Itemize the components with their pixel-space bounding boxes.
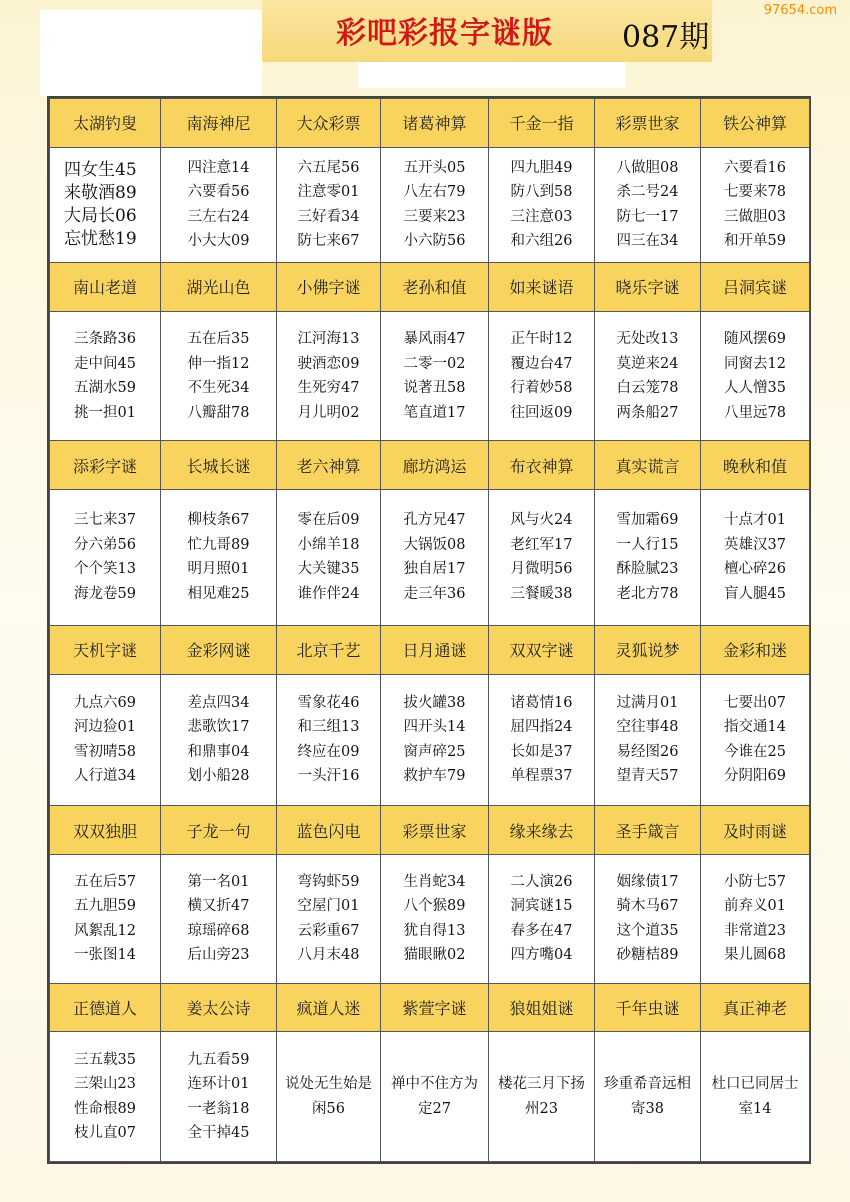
column-header: 天机字谜 [50, 625, 161, 674]
prediction-line: 四注意14 [187, 159, 250, 176]
prediction-line: 这个道35 [616, 922, 679, 939]
prediction-line: 三架山23 [74, 1076, 136, 1093]
prediction-line: 来敬酒89 [64, 182, 137, 203]
column-header: 添彩字谜 [50, 441, 161, 490]
prediction-cell [489, 854, 595, 983]
prediction-line: 河边猃01 [74, 719, 136, 736]
prediction-cell [381, 854, 489, 983]
prediction-cell [161, 674, 277, 806]
prediction-line: 三好看34 [297, 208, 360, 225]
prediction-line: 前弃义01 [724, 898, 786, 915]
prediction-line: 楼花三月下扬州23 [498, 1076, 585, 1117]
prediction-line: 和六组26 [510, 233, 573, 250]
column-header: 千金一指 [489, 99, 595, 148]
prediction-line: 八月末48 [297, 947, 360, 964]
prediction-line: 无处改13 [616, 331, 679, 348]
prediction-line: 后山旁23 [187, 947, 250, 964]
prediction-line: 六五尾56 [297, 159, 360, 176]
prediction-cell [595, 490, 701, 626]
prediction-cell [50, 311, 161, 441]
prediction-cell [381, 674, 489, 806]
column-header: 千年虫谜 [595, 983, 701, 1032]
prediction-line: 五湖水59 [74, 380, 136, 397]
prediction-line: 同窗去12 [724, 355, 786, 372]
prediction-line: 一老翁18 [187, 1100, 250, 1117]
prediction-line: 八做胆08 [616, 159, 679, 176]
prediction-cell [595, 1032, 701, 1162]
column-header: 灵狐说梦 [595, 625, 701, 674]
prediction-line: 云彩重67 [297, 922, 360, 939]
prediction-line: 四方嘴04 [510, 947, 573, 964]
prediction-line: 往回返09 [510, 404, 573, 421]
prediction-line: 防七一17 [616, 208, 679, 225]
prediction-line: 忙九哥89 [187, 536, 250, 553]
column-header: 太湖钓叟 [50, 99, 161, 148]
prediction-line: 杜口已同居士室14 [711, 1076, 799, 1117]
prediction-line: 老北方78 [616, 585, 679, 602]
prediction-line: 易经图26 [616, 743, 679, 760]
prediction-line: 五在后35 [187, 331, 250, 348]
column-header: 湖光山色 [161, 263, 277, 312]
prediction-line: 忘忧愁19 [64, 228, 137, 249]
prediction-line: 海龙卷59 [74, 585, 136, 602]
prediction-line: 空屋门01 [297, 898, 360, 915]
column-header: 老六神算 [277, 441, 381, 490]
prediction-line: 诸葛情16 [510, 694, 573, 711]
prediction-line: 三五载35 [74, 1051, 136, 1068]
prediction-line: 柳枝条67 [187, 512, 250, 529]
prediction-line: 三餐暖38 [510, 585, 573, 602]
prediction-line: 人行道34 [74, 768, 136, 785]
prediction-line: 姻缘债17 [616, 873, 679, 890]
column-header: 彩票世家 [595, 99, 701, 148]
prediction-cell [277, 854, 381, 983]
prediction-line: 伸一指12 [187, 355, 250, 372]
prediction-line: 犹自得13 [403, 922, 466, 939]
prediction-line: 不生死34 [187, 380, 250, 397]
column-header: 南海神尼 [161, 99, 277, 148]
prediction-line: 防七来67 [297, 233, 360, 250]
prediction-line: 终应在09 [297, 743, 360, 760]
column-header: 日月通谜 [381, 625, 489, 674]
prediction-line: 四开头14 [403, 719, 466, 736]
prediction-line: 五九胆59 [74, 898, 136, 915]
prediction-cell [489, 311, 595, 441]
prediction-line: 零在后09 [297, 512, 360, 529]
prediction-line: 一张图14 [74, 947, 136, 964]
prediction-line: 分阴阳69 [724, 768, 786, 785]
prediction-cell [50, 1032, 161, 1162]
prediction-line: 四女生45 [64, 159, 137, 180]
prediction-cell [381, 1032, 489, 1162]
column-header: 布衣神算 [489, 441, 595, 490]
prediction-cell [277, 490, 381, 626]
prediction-line: 空往事48 [616, 719, 679, 736]
prediction-line: 第一名01 [187, 873, 250, 890]
prediction-line: 四九胆49 [510, 159, 573, 176]
prediction-cell [277, 311, 381, 441]
prediction-line: 五开头05 [403, 159, 466, 176]
prediction-line: 英雄汉37 [724, 536, 786, 553]
prediction-cell [50, 674, 161, 806]
prediction-cell [595, 854, 701, 983]
prediction-cell [381, 311, 489, 441]
prediction-line: 指交通14 [724, 719, 786, 736]
prediction-cell [277, 147, 381, 263]
prediction-line: 雪象花46 [297, 694, 360, 711]
prediction-line: 一头汗16 [297, 768, 360, 785]
prediction-line: 正午时12 [510, 331, 573, 348]
prediction-cell [595, 674, 701, 806]
prediction-line: 分六弟56 [74, 536, 136, 553]
prediction-line: 雪初晴58 [74, 743, 136, 760]
prediction-line: 横又折47 [187, 898, 250, 915]
prediction-line: 十点才01 [724, 512, 786, 529]
prediction-line: 春多在47 [510, 922, 573, 939]
prediction-row [50, 1032, 810, 1162]
prediction-cell [277, 1032, 381, 1162]
column-header: 紫萱字谜 [381, 983, 489, 1032]
column-header: 廊坊鸿运 [381, 441, 489, 490]
prediction-line: 谁作伴24 [297, 585, 360, 602]
prediction-line: 随风摆69 [724, 331, 786, 348]
prediction-line: 和鼎事04 [187, 743, 250, 760]
column-header: 彩票世家 [381, 806, 489, 855]
prediction-line: 三注意03 [510, 208, 573, 225]
prediction-cell [489, 674, 595, 806]
prediction-line: 单程票37 [510, 768, 573, 785]
prediction-line: 说处无生始是闲56 [285, 1076, 372, 1117]
prediction-cell [701, 674, 810, 806]
column-header: 真正神老 [701, 983, 810, 1032]
prediction-line: 六要看56 [187, 184, 250, 201]
prediction-line: 小绵羊18 [297, 536, 360, 553]
prediction-cell [701, 1032, 810, 1162]
prediction-line: 莫逆来24 [616, 355, 679, 372]
column-header: 金彩和迷 [701, 625, 810, 674]
prediction-line: 骑木马67 [616, 898, 679, 915]
column-header: 南山老道 [50, 263, 161, 312]
prediction-line: 风絮乱12 [74, 922, 136, 939]
column-header: 双双字谜 [489, 625, 595, 674]
prediction-cell [161, 1032, 277, 1162]
prediction-cell [701, 854, 810, 983]
prediction-line: 长如是37 [510, 743, 573, 760]
prediction-line: 禅中不住方为定27 [391, 1076, 478, 1117]
prediction-line: 生肖蛇34 [403, 873, 466, 890]
issue-number: 087期 [622, 20, 710, 55]
header-row [50, 983, 810, 1032]
prediction-line: 暴风雨47 [403, 331, 466, 348]
prediction-line: 三条路36 [74, 331, 136, 348]
prediction-row [50, 674, 810, 806]
prediction-line: 三七来37 [74, 512, 136, 529]
prediction-line: 大关键35 [297, 561, 360, 578]
prediction-line: 江河海13 [297, 331, 360, 348]
header-row [50, 806, 810, 855]
page-title: 彩吧彩报字谜版 [336, 16, 553, 51]
prediction-line: 孔方兄47 [403, 512, 466, 529]
prediction-cell [161, 490, 277, 626]
prediction-line: 三左右24 [187, 208, 250, 225]
column-header: 狼姐姐谜 [489, 983, 595, 1032]
prediction-line: 差点四34 [187, 694, 250, 711]
column-header: 北京千艺 [277, 625, 381, 674]
column-header: 双双独胆 [50, 806, 161, 855]
prediction-line: 小防七57 [724, 873, 786, 890]
site-watermark: 97654.com [763, 3, 837, 18]
prediction-line: 说著丑58 [403, 380, 466, 397]
header-row [50, 625, 810, 674]
header-row [50, 441, 810, 490]
prediction-line: 挑一担01 [74, 404, 136, 421]
column-header: 缘来缘去 [489, 806, 595, 855]
header-row [50, 263, 810, 312]
prediction-cell [161, 311, 277, 441]
prediction-cell [50, 147, 161, 263]
prediction-line: 洞宾谜15 [510, 898, 573, 915]
prediction-cell [489, 147, 595, 263]
prediction-cell [161, 854, 277, 983]
prediction-line: 划小船28 [187, 768, 250, 785]
column-header: 子龙一句 [161, 806, 277, 855]
prediction-line: 四三在34 [616, 233, 679, 250]
prediction-line: 救护车79 [403, 768, 466, 785]
prediction-line: 琼瑶碎68 [187, 922, 250, 939]
prediction-line: 走中间45 [74, 355, 136, 372]
prediction-line: 风与火24 [510, 512, 573, 529]
column-header: 蓝色闪电 [277, 806, 381, 855]
prediction-line: 屈四指24 [510, 719, 573, 736]
prediction-line: 月微明56 [510, 561, 573, 578]
column-header: 正德道人 [50, 983, 161, 1032]
prediction-line: 九点六69 [74, 694, 136, 711]
prediction-line: 望青天57 [616, 768, 679, 785]
prediction-line: 七要出07 [724, 694, 786, 711]
column-header: 长城长谜 [161, 441, 277, 490]
prediction-cell [701, 147, 810, 263]
prediction-line: 猫眼瞅02 [403, 947, 466, 964]
prediction-cell [701, 311, 810, 441]
column-header: 疯道人迷 [277, 983, 381, 1032]
prediction-line: 人人憎35 [724, 380, 786, 397]
prediction-line: 三做胆03 [724, 208, 786, 225]
prediction-cell [277, 674, 381, 806]
column-header: 晚秋和值 [701, 441, 810, 490]
prediction-cell [381, 490, 489, 626]
prediction-line: 生死穷47 [297, 380, 360, 397]
prediction-line: 走三年36 [403, 585, 466, 602]
prediction-line: 八里远78 [724, 404, 786, 421]
prediction-line: 檀心碎26 [724, 561, 786, 578]
prediction-line: 八左右79 [403, 184, 466, 201]
column-header: 吕洞宾谜 [701, 263, 810, 312]
blank-area [40, 10, 262, 96]
prediction-line: 五在后57 [74, 873, 136, 890]
prediction-line: 驶酒恋09 [297, 355, 360, 372]
column-header: 晓乐字谜 [595, 263, 701, 312]
riddle-grid [47, 96, 811, 1164]
prediction-line: 窗声碎25 [403, 743, 466, 760]
prediction-cell [489, 490, 595, 626]
prediction-cell [50, 490, 161, 626]
prediction-row [50, 311, 810, 441]
prediction-line: 注意零01 [297, 184, 360, 201]
prediction-line: 大锅饭08 [403, 536, 466, 553]
prediction-line: 明月照01 [187, 561, 250, 578]
prediction-line: 独自居17 [403, 561, 466, 578]
prediction-line: 砂糖桔89 [616, 947, 679, 964]
column-header: 及时雨谜 [701, 806, 810, 855]
prediction-line: 八瓣甜78 [187, 404, 250, 421]
column-header: 金彩网谜 [161, 625, 277, 674]
prediction-line: 酥脸腻23 [616, 561, 679, 578]
prediction-line: 七要来78 [724, 184, 786, 201]
prediction-line: 行着妙58 [510, 380, 573, 397]
prediction-line: 笔直道17 [403, 404, 466, 421]
prediction-line: 相见难25 [187, 585, 250, 602]
prediction-line: 覆边台47 [510, 355, 573, 372]
blank-strip [358, 62, 626, 88]
column-header: 真实谎言 [595, 441, 701, 490]
prediction-line: 枝儿直07 [74, 1125, 136, 1142]
column-header: 诸葛神算 [381, 99, 489, 148]
column-header: 姜太公诗 [161, 983, 277, 1032]
prediction-line: 果儿圆68 [724, 947, 786, 964]
header-row [50, 99, 810, 148]
prediction-line: 个个笑13 [74, 561, 136, 578]
prediction-cell [595, 147, 701, 263]
prediction-line: 六要看16 [724, 159, 786, 176]
prediction-line: 九五看59 [187, 1051, 250, 1068]
prediction-row [50, 854, 810, 983]
column-header: 铁公神算 [701, 99, 810, 148]
column-header: 小佛字谜 [277, 263, 381, 312]
prediction-line: 大局长06 [64, 205, 137, 226]
prediction-line: 小六防56 [403, 233, 466, 250]
prediction-line: 防八到58 [510, 184, 573, 201]
riddle-table [49, 98, 810, 1162]
prediction-line: 杀二号24 [616, 184, 679, 201]
column-header: 如来谜语 [489, 263, 595, 312]
prediction-line: 非常道23 [724, 922, 786, 939]
prediction-line: 拔火罐38 [403, 694, 466, 711]
prediction-line: 珍重希音远相寄38 [604, 1076, 691, 1117]
prediction-cell [489, 1032, 595, 1162]
prediction-line: 和三组13 [297, 719, 360, 736]
prediction-line: 性命根89 [74, 1100, 136, 1117]
prediction-line: 月儿明02 [297, 404, 360, 421]
prediction-line: 悲歌饮17 [187, 719, 250, 736]
prediction-line: 三要来23 [403, 208, 466, 225]
column-header: 老孙和值 [381, 263, 489, 312]
prediction-line: 和开单59 [724, 233, 786, 250]
prediction-line: 盲人腿45 [724, 585, 786, 602]
prediction-line: 弯钩虾59 [297, 873, 360, 890]
prediction-line: 二零一02 [403, 355, 466, 372]
prediction-line: 过满月01 [616, 694, 679, 711]
prediction-cell [595, 311, 701, 441]
prediction-cell [50, 854, 161, 983]
prediction-line: 八个猴89 [403, 898, 466, 915]
prediction-line: 二人演26 [510, 873, 573, 890]
prediction-line: 连环计01 [187, 1076, 250, 1093]
prediction-cell [701, 490, 810, 626]
prediction-line: 老红军17 [510, 536, 573, 553]
prediction-line: 全干掉45 [187, 1125, 250, 1142]
column-header: 大众彩票 [277, 99, 381, 148]
prediction-row [50, 490, 810, 626]
prediction-cell [161, 147, 277, 263]
prediction-row [50, 147, 810, 263]
prediction-line: 小大大09 [187, 233, 250, 250]
prediction-line: 一人行15 [616, 536, 679, 553]
prediction-cell [381, 147, 489, 263]
prediction-line: 白云笼78 [616, 380, 679, 397]
prediction-line: 今谁在25 [724, 743, 786, 760]
prediction-line: 两条船27 [616, 404, 679, 421]
column-header: 圣手箴言 [595, 806, 701, 855]
prediction-line: 雪加霜69 [616, 512, 679, 529]
